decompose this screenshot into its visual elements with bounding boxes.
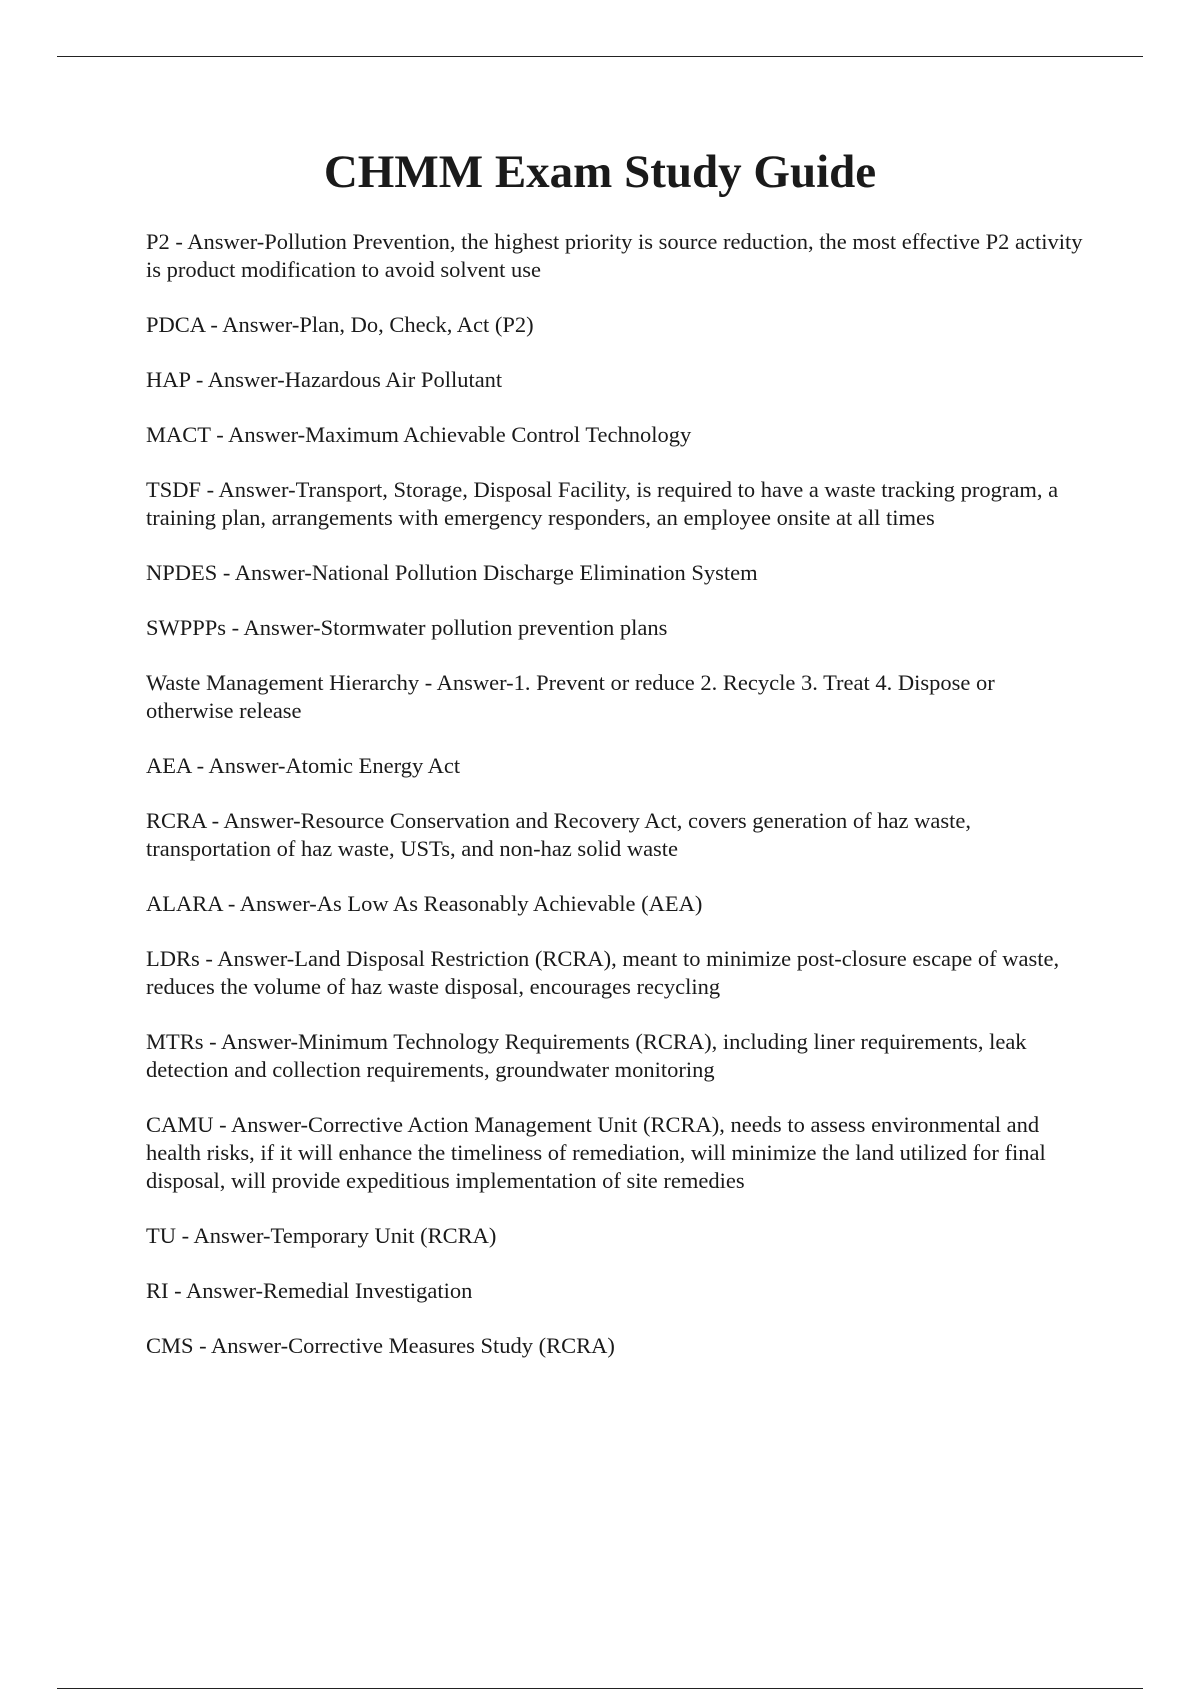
entry-separator: - Answer- bbox=[204, 312, 300, 337]
entry-answer: Hazardous Air Pollutant bbox=[284, 367, 503, 392]
flashcard-entry bbox=[146, 1111, 1086, 1195]
entry-term: Waste Management Hierarchy bbox=[146, 670, 420, 695]
entry-answer: As Low As Reasonably Achievable (AEA) bbox=[316, 891, 703, 916]
entry-separator: - Answer- bbox=[191, 753, 286, 778]
entry-answer: Transport, Storage, Disposal Facility, is required to have a waste tracking program, a training plan, arrangements with emergency responders, an employee onsite at all times bbox=[146, 477, 1059, 530]
flashcard-entry bbox=[146, 366, 1086, 394]
entry-separator: - Answer- bbox=[206, 808, 301, 833]
flashcard-entry bbox=[146, 476, 1086, 532]
flashcard-entry bbox=[146, 1277, 1086, 1305]
entry-separator: - Answer- bbox=[217, 560, 312, 585]
entry-answer: Temporary Unit (RCRA) bbox=[270, 1223, 497, 1248]
entry-answer: National Pollution Discharge Elimination System bbox=[311, 560, 758, 585]
entry-separator: - Answer- bbox=[168, 1278, 264, 1303]
top-rule bbox=[57, 56, 1143, 57]
entry-term: RI bbox=[146, 1278, 169, 1303]
flashcard-entry bbox=[146, 807, 1086, 863]
flashcard-entry bbox=[146, 311, 1086, 339]
entry-term: P2 bbox=[146, 229, 170, 254]
flashcard-entry bbox=[146, 890, 1086, 918]
entry-answer: Stormwater pollution prevention plans bbox=[320, 615, 668, 640]
entry-term: TSDF bbox=[146, 477, 202, 502]
entry-term: LDRs bbox=[146, 946, 200, 971]
entry-answer: Corrective Measures Study (RCRA) bbox=[288, 1333, 615, 1358]
entry-separator: - Answer- bbox=[199, 946, 295, 971]
entry-answer: Plan, Do, Check, Act (P2) bbox=[299, 312, 534, 337]
flashcard-entry bbox=[146, 1222, 1086, 1250]
entry-term: AEA bbox=[146, 753, 191, 778]
entry-separator: - Answer- bbox=[203, 1029, 299, 1054]
entry-answer: Maximum Achievable Control Technology bbox=[305, 422, 692, 447]
entry-answer: 1. Prevent or reduce 2. Recycle 3. Treat 4. Dispose or otherwise release bbox=[146, 670, 995, 723]
entry-term: PDCA bbox=[146, 312, 205, 337]
entry-term: TU bbox=[146, 1223, 176, 1248]
flashcard-entry bbox=[146, 614, 1086, 642]
entry-term: ALARA bbox=[146, 891, 223, 916]
page-title: CHMM Exam Study Guide bbox=[323, 146, 877, 198]
entry-term: CMS bbox=[146, 1333, 194, 1358]
entry-answer: Remedial Investigation bbox=[263, 1278, 473, 1303]
flashcard-list bbox=[146, 228, 1086, 1387]
entry-separator: - Answer- bbox=[193, 1333, 289, 1358]
entry-answer: Corrective Action Management Unit (RCRA), needs to assess environmental and health risks, if it will enhance the timeliness of remediation, will minimize the land utilized for final disposal, will provide expeditious implementation of site remedies bbox=[146, 1112, 1046, 1193]
entry-separator: - Answer- bbox=[419, 670, 514, 695]
entry-separator: - Answer- bbox=[213, 1112, 309, 1137]
entry-term: CAMU bbox=[146, 1112, 214, 1137]
entry-term: MTRs bbox=[146, 1029, 204, 1054]
entry-term: SWPPPs bbox=[146, 615, 227, 640]
entry-separator: - Answer- bbox=[176, 1223, 271, 1248]
entry-separator: - Answer- bbox=[222, 891, 317, 916]
flashcard-entry bbox=[146, 228, 1086, 284]
flashcard-entry bbox=[146, 559, 1086, 587]
entry-term: RCRA bbox=[146, 808, 207, 833]
entry-separator: - Answer- bbox=[210, 422, 306, 447]
entry-answer: Minimum Technology Requirements (RCRA), including liner requirements, leak detection and collection requirements, groundwater monitoring bbox=[146, 1029, 1027, 1082]
entry-answer: Pollution Prevention, the highest priority is source reduction, the most effective P2 activity is product modification to avoid solvent use bbox=[146, 229, 1083, 282]
flashcard-entry bbox=[146, 1028, 1086, 1084]
entry-term: MACT bbox=[146, 422, 211, 447]
flashcard-entry bbox=[146, 1332, 1086, 1360]
entry-answer: Resource Conservation and Recovery Act, covers generation of haz waste, transportation of haz waste, USTs, and non-haz solid waste bbox=[146, 808, 971, 861]
flashcard-entry bbox=[146, 669, 1086, 725]
flashcard-entry bbox=[146, 421, 1086, 449]
flashcard-entry bbox=[146, 752, 1086, 780]
bottom-rule bbox=[57, 1688, 1143, 1689]
entry-separator: - Answer- bbox=[190, 367, 285, 392]
flashcard-entry bbox=[146, 945, 1086, 1001]
entry-term: NPDES bbox=[146, 560, 218, 585]
entry-answer: Land Disposal Restriction (RCRA), meant to minimize post-closure escape of waste, reduces the volume of haz waste disposal, encourages recycling bbox=[146, 946, 1060, 999]
entry-separator: - Answer- bbox=[169, 229, 265, 254]
entry-separator: - Answer- bbox=[226, 615, 321, 640]
entry-answer: Atomic Energy Act bbox=[285, 753, 461, 778]
entry-separator: - Answer- bbox=[201, 477, 296, 502]
entry-term: HAP bbox=[146, 367, 191, 392]
